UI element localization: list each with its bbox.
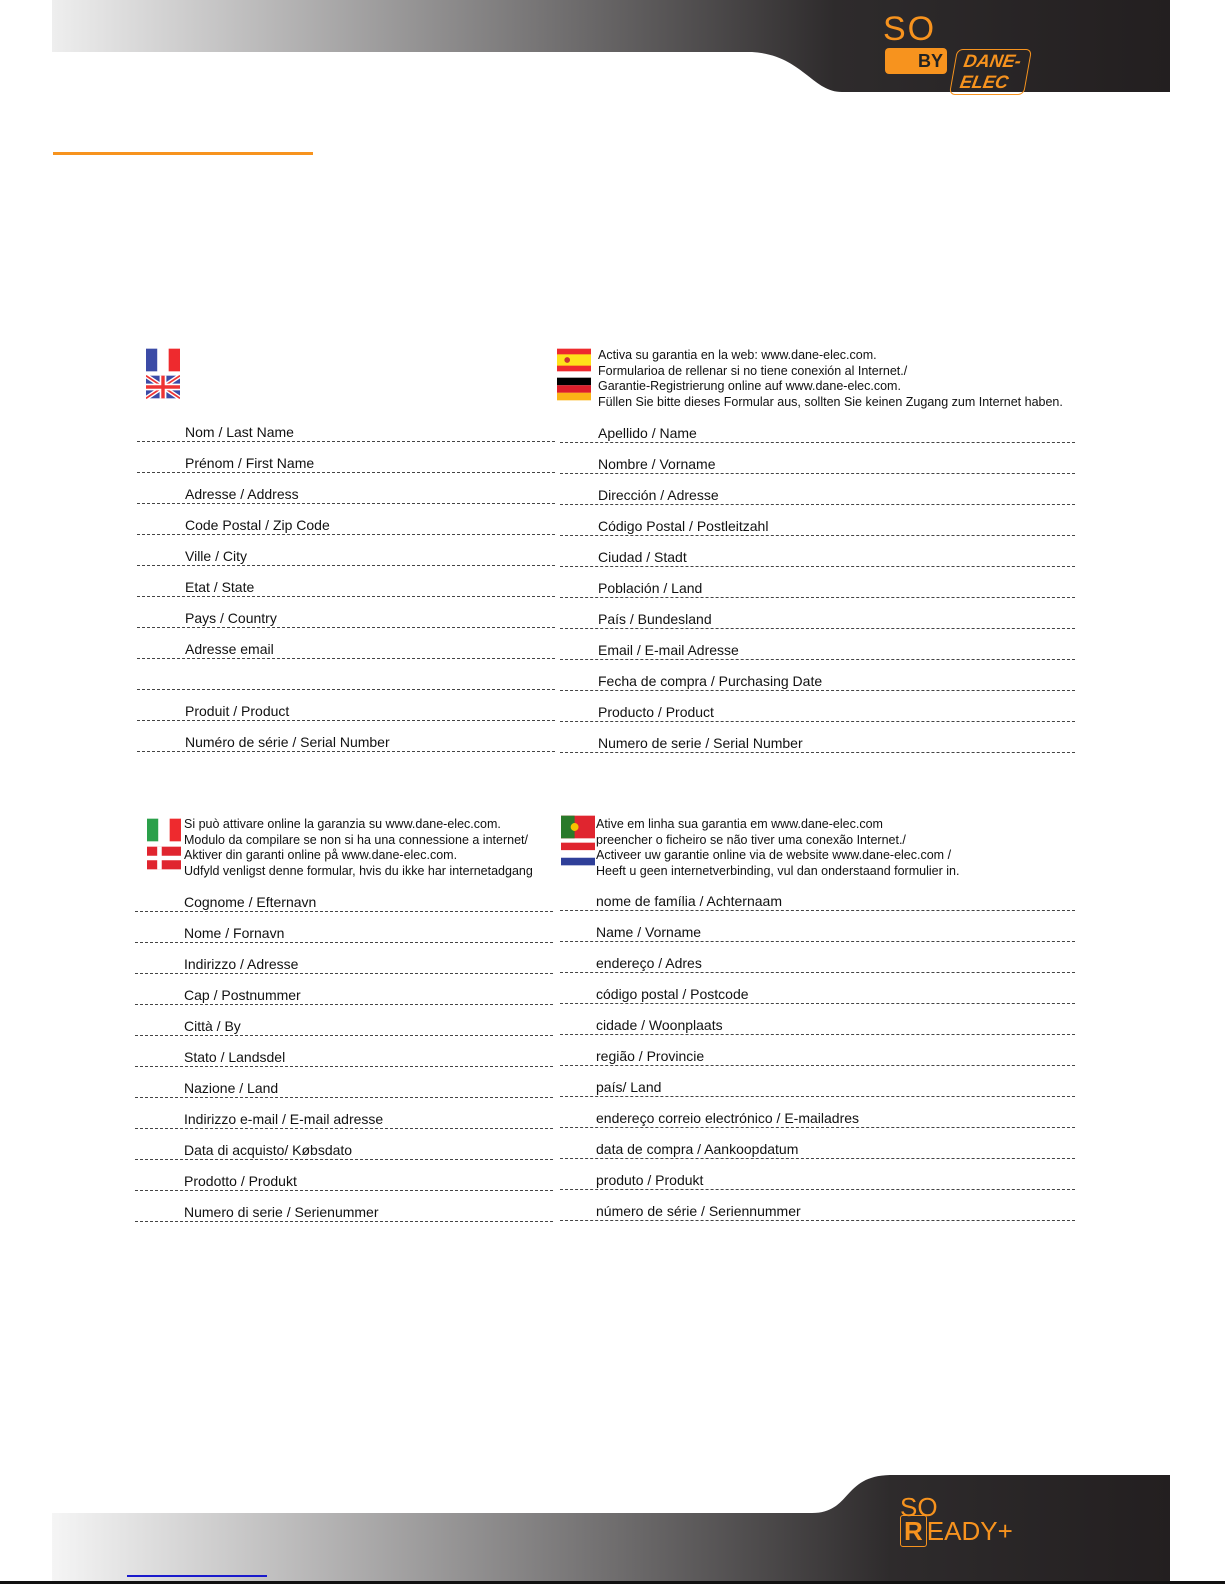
form-field-label: data de compra / Aankoopdatum <box>596 1141 799 1157</box>
form-field-line[interactable] <box>560 1200 1075 1221</box>
form-field-label: Indirizzo / Adresse <box>184 956 299 972</box>
page-bottom-border <box>0 1581 1225 1584</box>
form-field-line[interactable] <box>560 983 1075 1004</box>
warranty-form-page: SO BY DANE-ELEC Activa su garantia en la web: www.dane-elec.com. Formularioa de rellenar si no tiene conexión al Internet./ Garantie-Registrierung online auf www.dane-elec.com. Füllen Sie bitte dieses Formular aus, sollten Sie keinen Zugang zum Internet haben. Si può attivare online la garanzia su www.dane-elec.com. Modulo da compilare se non si ha una connessione a internet/ Aktiver din garanti online på www.dane-elec.com. Udfyld venligst denne formular, hvis du ikke har internetadgang Ative em linha sua garantia em www.dane-elec.com preencher o ficheiro se não tiver uma conexão Internet./ Activeer uw garantie online via de website www.dane-elec.com / Heeft u geen internetverbinding, vul dan onderstaand formulier in. Nom / Last Name Prénom / First Name Adresse / Address Code Postal / Zip Code Ville / City Etat / State Pays / Country Adresse email Produit / Product Numéro de série / Serial Number Apellido / Name Nombre / Vorname Dirección / Adresse Código Postal / Postleitzahl Ciudad / Stadt Población / Land País / Bundesland Email / E-mail Adresse Fecha de compra / Purchasing Date Producto / Product Numero de serie / Serial Number Cognome / Efternavn Nome / Fornavn Indirizzo / Adresse Cap / Postnummer Città / By Stato / Landsdel Nazione / Land Indirizzo e-mail / E-mail adresse Data di acquisto/ Købsdato Prodotto / Produkt Numero di serie / Serienummer nome de família / Achternaam Name / Vorname endereço / Adres código postal / Postcode cidade / Woonplaats região / Provincie país/ Land endereço correio electrónico / E-mailadres data de compra / Aankoopdatum produto / Produkt número de série / Seriennummer SO R EADY+ <box>0 0 1225 1585</box>
form-field-label: região / Provincie <box>596 1048 705 1064</box>
italy-flag-icon <box>147 818 181 842</box>
form-field-label: Código Postal / Postleitzahl <box>598 518 769 534</box>
form-field-label: endereço correio electrónico / E-mailadres <box>596 1110 860 1126</box>
form-field-line[interactable] <box>137 545 555 566</box>
form-field-line[interactable] <box>137 576 555 597</box>
form-field-line[interactable] <box>560 670 1075 691</box>
form-field-label: código postal / Postcode <box>596 986 749 1002</box>
form-field-label: Dirección / Adresse <box>598 487 719 503</box>
form-field-line[interactable] <box>135 922 553 943</box>
form-field-line[interactable] <box>137 514 555 535</box>
form-field-label: País / Bundesland <box>598 611 712 627</box>
form-field-label: Code Postal / Zip Code <box>185 517 330 533</box>
form-field-label: Nome / Fornavn <box>184 925 285 941</box>
es-de-intro: Activa su garantia en la web: www.dane-elec.com. Formularioa de rellenar si no tiene conexión al Internet./ Garantie-Registrierung online auf www.dane-elec.com. Füllen Sie bitte dieses Formular aus, sollten Sie keinen Zugang zum Internet haben. <box>598 348 1063 409</box>
it-dk-intro: Si può attivare online la garanzia su www.dane-elec.com. Modulo da compilare se non si ha una connessione a internet/ Aktiver din garanti online på www.dane-elec.com. Udfyld venligst denne formular, hvis du ikke har internetadgang <box>184 817 533 878</box>
form-field-label: Cognome / Efternavn <box>184 894 317 910</box>
form-field-line[interactable] <box>135 1108 553 1129</box>
form-field-line[interactable] <box>135 1139 553 1160</box>
portugal-flag-icon <box>561 815 595 839</box>
form-field-label: Numéro de série / Serial Number <box>185 734 390 750</box>
form-field-line[interactable] <box>135 1170 553 1191</box>
form-field-label: Numero de serie / Serial Number <box>598 735 803 751</box>
form-field-label: Stato / Landsdel <box>184 1049 286 1065</box>
form-field-line[interactable] <box>560 952 1075 973</box>
form-field-line[interactable] <box>137 731 555 752</box>
form-field-line[interactable] <box>560 608 1075 629</box>
form-field-label: Nazione / Land <box>184 1080 279 1096</box>
form-field-label: Ciudad / Stadt <box>598 549 687 565</box>
form-field-line[interactable] <box>560 453 1075 474</box>
title-underline <box>53 152 313 155</box>
form-field-line[interactable] <box>135 891 553 912</box>
form-field-line[interactable] <box>135 1201 553 1222</box>
denmark-flag-icon <box>147 846 181 870</box>
form-field-label: Adresse email <box>185 641 274 657</box>
form-field-label: cidade / Woonplaats <box>596 1017 723 1033</box>
form-field-line[interactable] <box>560 577 1075 598</box>
form-field-label: Produit / Product <box>185 703 290 719</box>
form-field-line[interactable] <box>560 1169 1075 1190</box>
form-field-label: Población / Land <box>598 580 703 596</box>
netherlands-flag-icon <box>561 842 595 866</box>
form-field-line[interactable] <box>560 515 1075 536</box>
form-field-line[interactable] <box>135 953 553 974</box>
form-field-line[interactable] <box>135 1046 553 1067</box>
form-field-line[interactable] <box>137 483 555 504</box>
form-field-line[interactable] <box>560 546 1075 567</box>
form-field-line[interactable] <box>560 1045 1075 1066</box>
form-field-label: Etat / State <box>185 579 255 595</box>
form-field-line[interactable] <box>560 1014 1075 1035</box>
form-field-line[interactable] <box>137 421 555 442</box>
form-field-label: produto / Produkt <box>596 1172 704 1188</box>
form-field-line[interactable] <box>137 607 555 628</box>
form-field-line[interactable] <box>560 1107 1075 1128</box>
form-field-label: país/ Land <box>596 1079 662 1095</box>
form-field-line[interactable] <box>135 984 553 1005</box>
form-field-label: Fecha de compra / Purchasing Date <box>598 673 823 689</box>
form-field-label: Cap / Postnummer <box>184 987 301 1003</box>
pt-nl-intro: Ative em linha sua garantia em www.dane-elec.com preencher o ficheiro se não tiver uma conexão Internet./ Activeer uw garantie online via de website www.dane-elec.com / Heeft u geen internetverbinding, vul dan onderstaand formulier in. <box>596 817 960 878</box>
form-field-line[interactable] <box>560 1138 1075 1159</box>
france-flag-icon <box>146 348 180 372</box>
form-field-label: Data di acquisto/ Købsdato <box>184 1142 353 1158</box>
footer-link[interactable] <box>127 1575 267 1577</box>
form-field-line[interactable] <box>560 639 1075 660</box>
form-field-label: Ville / City <box>185 548 247 564</box>
form-field-line[interactable] <box>560 890 1075 911</box>
uk-flag-icon <box>146 375 180 399</box>
form-field-label: Producto / Product <box>598 704 714 720</box>
form-field-label: Prodotto / Produkt <box>184 1173 297 1189</box>
form-field-line[interactable] <box>137 638 555 659</box>
form-field-label: Adresse / Address <box>185 486 299 502</box>
form-field-line[interactable] <box>137 452 555 473</box>
form-field-line[interactable] <box>137 669 555 690</box>
form-field-line[interactable] <box>560 484 1075 505</box>
form-field-line[interactable] <box>135 1077 553 1098</box>
form-field-line[interactable] <box>560 701 1075 722</box>
form-field-line[interactable] <box>135 1015 553 1036</box>
form-field-label: Email / E-mail Adresse <box>598 642 739 658</box>
form-field-line[interactable] <box>560 1076 1075 1097</box>
form-field-label: Nom / Last Name <box>185 424 294 440</box>
form-field-label: Nombre / Vorname <box>598 456 716 472</box>
form-field-line[interactable] <box>560 422 1075 443</box>
form-field-label: Città / By <box>184 1018 241 1034</box>
form-field-label: Pays / Country <box>185 610 277 626</box>
form-field-label: Apellido / Name <box>598 425 697 441</box>
form-field-label: nome de família / Achternaam <box>596 893 782 909</box>
form-field-line[interactable] <box>137 700 555 721</box>
form-field-label: Numero di serie / Serienummer <box>184 1204 379 1220</box>
spain-flag-icon <box>557 348 591 372</box>
form-field-label: número de série / Seriennummer <box>596 1203 801 1219</box>
form-field-line[interactable] <box>560 921 1075 942</box>
form-field-label: Name / Vorname <box>596 924 702 940</box>
form-field-line[interactable] <box>560 732 1075 753</box>
so-ready-plus-logo: SO R EADY+ <box>900 1492 1013 1546</box>
form-field-label: endereço / Adres <box>596 955 702 971</box>
germany-flag-icon <box>557 377 591 401</box>
form-field-label: Prénom / First Name <box>185 455 315 471</box>
form-field-label: Indirizzo e-mail / E-mail adresse <box>184 1111 384 1127</box>
